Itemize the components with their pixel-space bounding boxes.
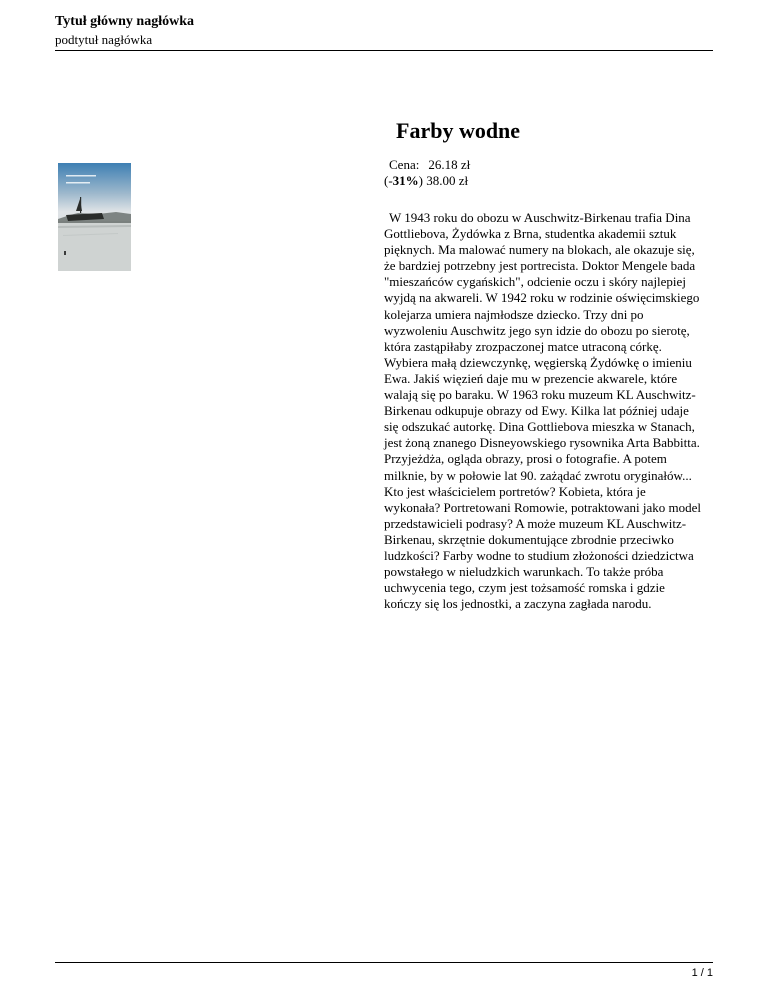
discount-close: ): [418, 173, 424, 188]
book-title: Farby wodne: [396, 118, 521, 143]
page-number: 1 / 1: [691, 967, 713, 979]
original-price: 38.00 zł: [426, 173, 469, 188]
discount-percent: 31%: [392, 173, 419, 188]
book-description: W 1943 roku do obozu w Auschwitz-Birkenau trafia Dina Gottliebova, Żydówka z Brna, studentka akademii sztuk pięknych. Ma malować numery na blokach, ale okazuje się, że bardziej potrzebny jest portrecista. Doktor Mengele bada "mieszańców cygańskich", odcienie oczu i skóry najlepiej wyjdą na akwareli. W 1942 roku w rodzinie oświęcimskiego kolejarza umiera najmłodsze dziecko. Trzy dni po wyzwoleniu Auschwitz jego syn idzie do obozu po sierotę, która zastąpiłaby zrozpaczonej matce utraconą córkę. Wybiera małą dziewczynkę, węgierską Żydówkę o imieniu Ewa. Jakiś więzień daje mu w prezencie akwarele, które walają się po baraku. W 1963 roku muzeum KL Auschwitz-Birkenau odkupuje obrazy od Ewy. Kilka lat później udaje się odszukać autorkę. Dina Gottliebova mieszka w Stanach, jest żoną znanego Disneyowskiego rysownika Arta Babbitta. Przyjeżdża, ogląda obrazy, prosi o fotografie. A potem milknie, by w połowie lat 90. zażądać zwrotu oryginałów... Kto jest właścicielem portretów? Kobieta, która je wykonała? Portretowani Romowie, potraktowani jako model przedstawicieli podrasy? A może muzeum KL Auschwitz-Birkenau, skrzętnie dokumentujące zbrodnie przeciwko ludzkości? Farby wodne to studium złożoności dziedzictwa powstałego w nieludzkich warunkach. To także próba uchwycenia tego, czym jest tożsamość romska i gdzie kończy się los jednostki, a zaczyna zagłada narodu.: [384, 210, 701, 612]
page-header-subtitle: podtytuł nagłówka: [55, 32, 153, 47]
discount-row: [384, 173, 468, 189]
page-header-title: Tytuł główny nagłówka: [55, 14, 194, 29]
discount-open: (-: [384, 173, 393, 188]
footer-divider: [55, 962, 713, 963]
book-cover-illustration: [58, 163, 131, 271]
price-row: [389, 157, 470, 173]
price-value: 26.18 zł: [428, 157, 471, 172]
book-cover-image: [58, 163, 131, 271]
header-divider: [55, 50, 713, 51]
price-label: Cena:: [389, 157, 420, 172]
